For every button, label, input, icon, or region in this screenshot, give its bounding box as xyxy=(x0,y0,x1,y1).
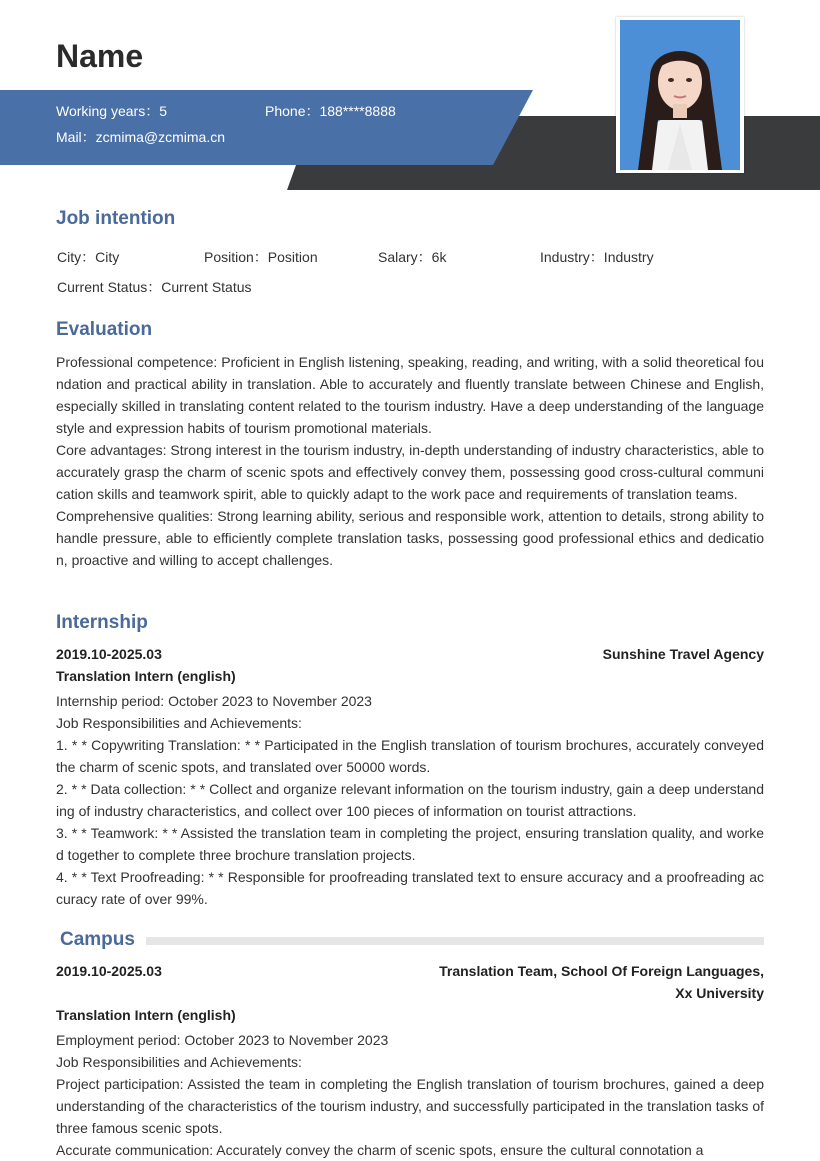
campus-line: Job Responsibilities and Achievements: xyxy=(56,1054,302,1070)
internship-company: Sunshine Travel Agency xyxy=(602,646,764,662)
campus-org-line1: Translation Team, School Of Foreign Languages, xyxy=(439,963,764,979)
portrait-icon xyxy=(620,20,740,170)
internship-role: Translation Intern (english) xyxy=(56,668,236,684)
campus-line: Project participation: Assisted the team in completing the English translation of tourism brochures, gained a deep understanding of the characteristics of the tourism industry, and successfully participated in the translation tasks of three famous scenic spots. xyxy=(56,1076,764,1136)
mail: Mail：zcmima@zcmima.cn xyxy=(56,129,225,145)
internship-line: 4. * * Text Proofreading: * * Responsible for proofreading translated text to ensure accuracy and a proofreading accuracy rate of over 99%. xyxy=(56,869,764,907)
campus-divider xyxy=(146,937,764,945)
evaluation-text xyxy=(56,351,764,571)
campus-org-line2: Xx University xyxy=(675,985,764,1001)
candidate-name: Name xyxy=(56,38,144,74)
internship-date: 2019.10-2025.03 xyxy=(56,646,162,662)
internship-line: Job Responsibilities and Achievements: xyxy=(56,715,302,731)
industry: Industry：Industry xyxy=(540,249,654,265)
campus-line: Accurate communication: Accurately convey the charm of scenic spots, ensure the cultural connotation a xyxy=(56,1142,704,1158)
position: Position：Position xyxy=(204,249,318,265)
internship-line: 2. * * Data collection: * * Collect and organize relevant information on the tourism industry, gain a deep understanding of industry characteristics, and collect over 100 pieces of information on tourist attractions. xyxy=(56,781,764,819)
internship-line: 1. * * Copywriting Translation: * * Participated in the English translation of tourism brochures, accurately conveyed the charm of scenic spots, and translated over 50000 words. xyxy=(56,737,764,775)
evaluation-paragraph: Comprehensive qualities: Strong learning ability, serious and responsible work, attention to details, strong ability to handle pressure, able to efficiently complete translation tasks, possessing good professional ethics and dedication, proactive and willing to accept challenges. xyxy=(56,508,764,568)
evaluation-paragraph: Core advantages: Strong interest in the tourism industry, in-depth understanding of industry characteristics, able to accurately grasp the charm of scenic spots and effectively convey them, possessing good cross-cultural communication skills and teamwork spirit, able to quickly adapt to the work pace and requirements of translation teams. xyxy=(56,442,764,502)
campus-role: Translation Intern (english) xyxy=(56,1007,236,1023)
internship-details xyxy=(56,690,764,910)
internship-title: Internship xyxy=(56,612,148,633)
evaluation-paragraph: Professional competence: Proficient in English listening, speaking, reading, and writing, with a solid theoretical foundation and practical ability in translation. Able to accurately and fluently translate between Chinese and English, especially skilled in translating content related to the tourism industry. Have a deep understanding of the language style and expression habits of tourism promotional materials. xyxy=(56,354,764,436)
salary: Salary：6k xyxy=(378,249,447,265)
job-intention-title: Job intention xyxy=(56,208,176,229)
evaluation-title: Evaluation xyxy=(56,319,153,340)
current-status: Current Status：Current Status xyxy=(57,279,252,295)
city: City：City xyxy=(57,249,120,265)
campus-line: Employment period: October 2023 to November 2023 xyxy=(56,1032,389,1048)
profile-photo xyxy=(616,17,744,173)
internship-line: Internship period: October 2023 to November 2023 xyxy=(56,693,372,709)
campus-title: Campus xyxy=(60,929,135,950)
working-years: Working years：5 xyxy=(56,103,168,119)
campus-details xyxy=(56,1029,764,1161)
internship-line: 3. * * Teamwork: * * Assisted the translation team in completing the project, ensuring translation quality, and worked together to complete three brochure translation projects. xyxy=(56,825,764,863)
phone: Phone：188****8888 xyxy=(265,103,396,119)
campus-date: 2019.10-2025.03 xyxy=(56,963,162,979)
